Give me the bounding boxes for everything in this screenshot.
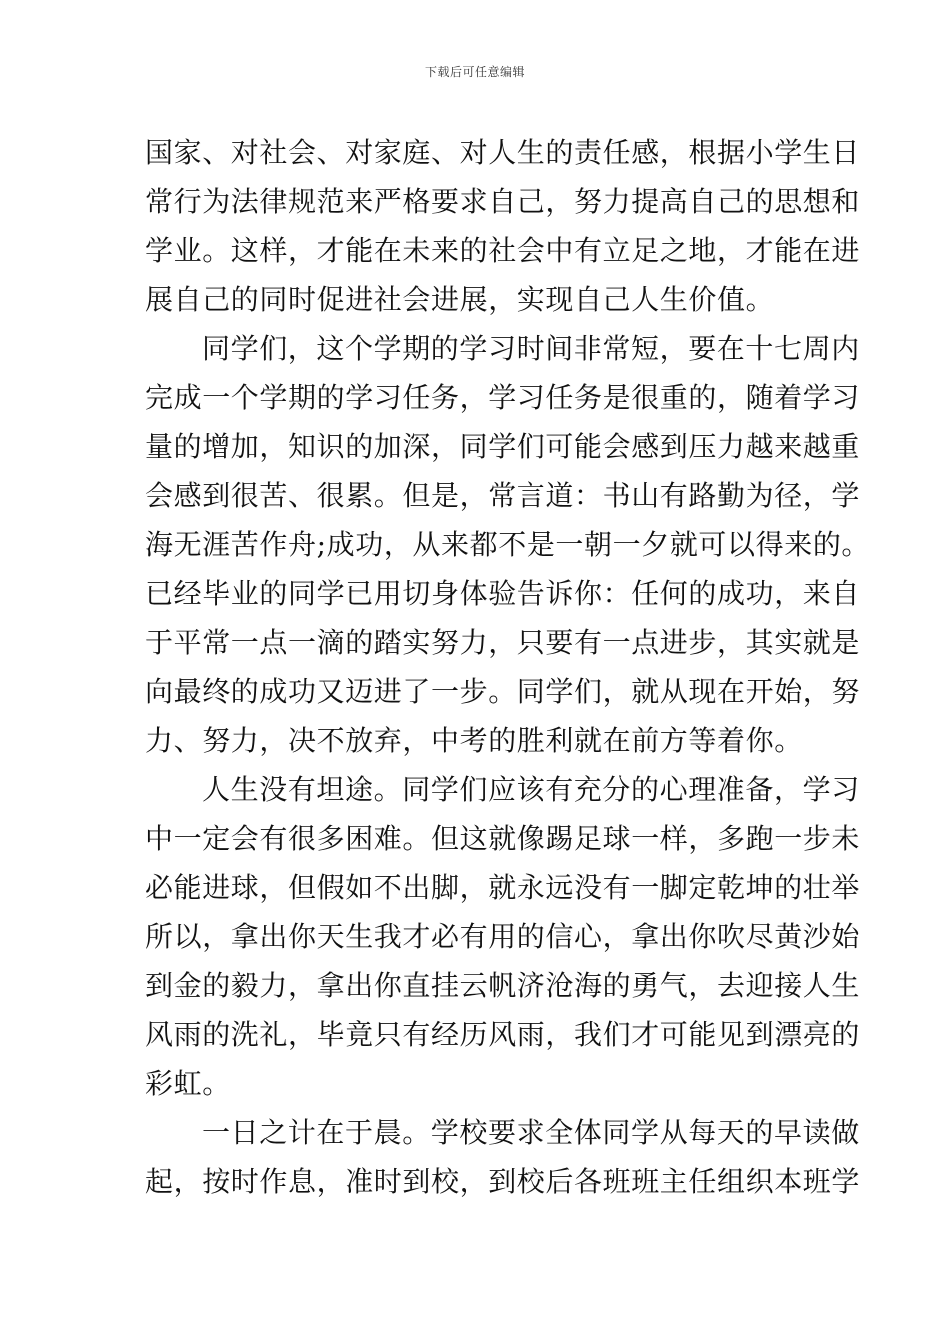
text-line: 常行为法律规范来严格要求自己，努力提高自己的思想和	[145, 185, 861, 218]
text-line: 中一定会有很多困难。但这就像踢足球一样，多跑一步未	[145, 822, 861, 855]
text-line: 完成一个学期的学习任务，学习任务是很重的，随着学习	[145, 381, 861, 414]
text-line: 必能进球，但假如不出脚，就永远没有一脚定乾坤的壮举	[145, 871, 861, 904]
text-line: 已经毕业的同学已用切身体验告诉你：任何的成功，来自	[145, 577, 861, 610]
text-line: 风雨的洗礼，毕竟只有经历风雨，我们才可能见到漂亮的	[145, 1018, 861, 1051]
text-line: 学业。这样，才能在未来的社会中有立足之地，才能在进	[145, 234, 861, 267]
text-line: 彩虹。	[145, 1067, 231, 1100]
text-line: 展自己的同时促进社会进展，实现自己人生价值。	[145, 283, 775, 316]
text-line: 向最终的成功又迈进了一步。同学们，就从现在开始，努	[145, 675, 861, 708]
text-line: 所以，拿出你天生我才必有用的信心，拿出你吹尽黄沙始	[145, 920, 861, 953]
paragraph-first-line: 一日之计在于晨。学校要求全体同学从每天的早读做	[202, 1116, 860, 1149]
text-line: 海无涯苦作舟;成功，从来都不是一朝一夕就可以得来的。	[145, 528, 871, 561]
paragraph-first-line: 同学们，这个学期的学习时间非常短，要在十七周内	[202, 332, 860, 365]
text-line: 量的增加，知识的加深，同学们可能会感到压力越来越重	[145, 430, 861, 463]
text-line: 起，按时作息，准时到校，到校后各班班主任组织本班学	[145, 1165, 861, 1198]
text-line: 力、努力，决不放弃，中考的胜利就在前方等着你。	[145, 724, 803, 757]
page-header: 下载后可任意编辑	[424, 65, 525, 79]
body-text	[145, 128, 871, 1206]
text-line: 到金的毅力，拿出你直挂云帆济沧海的勇气，去迎接人生	[145, 969, 861, 1002]
paragraph-first-line: 人生没有坦途。同学们应该有充分的心理准备，学习	[202, 773, 860, 806]
text-line: 于平常一点一滴的踏实努力，只要有一点进步，其实就是	[145, 626, 861, 659]
text-line: 国家、对社会、对家庭、对人生的责任感，根据小学生日	[145, 136, 861, 169]
text-line: 会感到很苦、很累。但是，常言道：书山有路勤为径，学	[145, 479, 861, 512]
